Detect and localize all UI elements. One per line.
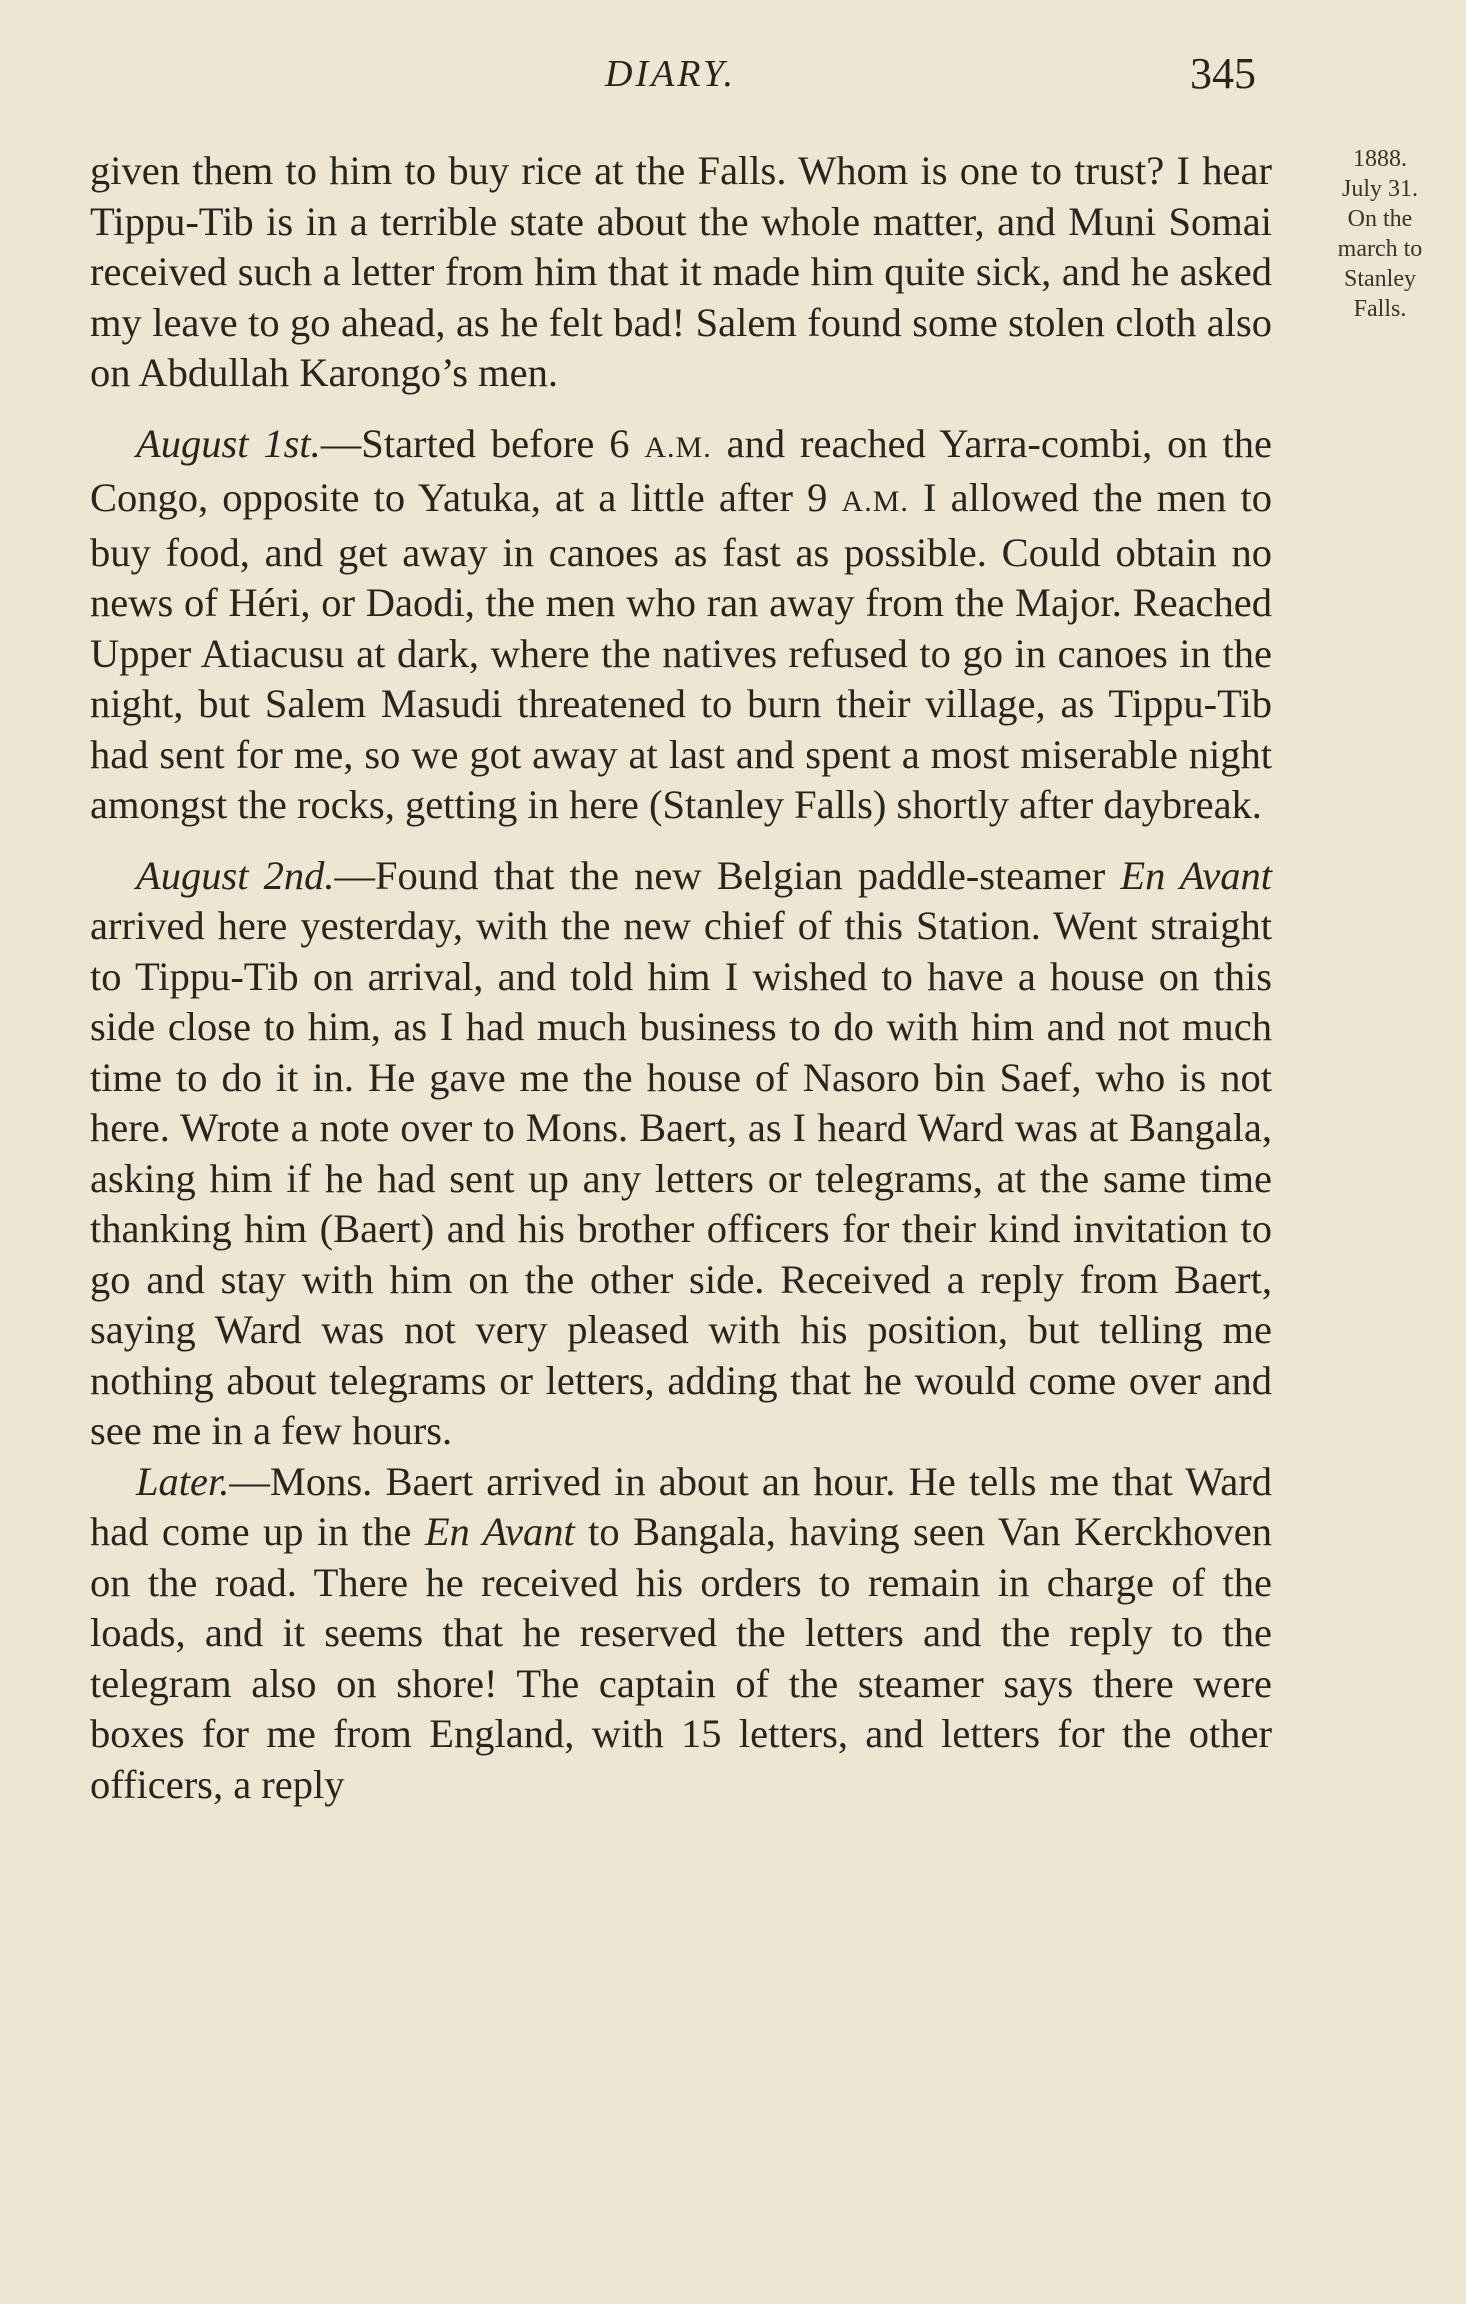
entry-date: Later.	[136, 1458, 230, 1504]
diary-entry-august-1	[90, 419, 1272, 831]
marginal-note	[1300, 144, 1460, 324]
entry-text: to Bangala, having seen Van Kerckhoven on the road. There he received his orders to remain in charge of the loads, and it seems that he reserved the letters and the reply to the telegram also on shore! The captain of the steamer says there were boxes for me from England, with 15 letters, and letters for the other officers, a reply	[90, 1509, 1272, 1807]
running-title: DIARY.	[605, 53, 736, 95]
diary-entry-later	[90, 1457, 1272, 1811]
ship-name: En Avant	[1120, 852, 1272, 898]
entry-date: August 1st.	[136, 420, 321, 466]
page-number: 345	[1190, 49, 1256, 98]
ship-name: En Avant	[424, 1509, 575, 1554]
marginal-line: march to	[1337, 236, 1423, 262]
entry-text: I allowed the men to buy food, and get away in canoes as fast as possible. Could obtain no news of Héri, or Daodi, the men who ran away from the Major. Reached Upper Atiacusu at dark, where the natives refused to go in canoes in the night, but Salem Masudi threatened to burn their village, as Tippu-Tib had sent for me, so we got away at last and spent a most miserable night amongst the rocks, getting in here (Stanley Falls) shortly after daybreak.	[90, 475, 1272, 827]
entry-text: —Found that the new Belgian paddle-steamer	[334, 852, 1121, 898]
marginal-line: Stanley	[1344, 266, 1416, 292]
entry-text: arrived here yesterday, with the new chief of this Station. Went straight to Tippu-Tib on arrival, and told him I wished to have a house on this side close to him, as I had much business to do with him and not much time to do it in. He gave me the house of Nasoro bin Saef, who is not here. Wrote a note over to Mons. Baert, as I heard Ward was at Bangala, asking him if he had sent up any letters or telegrams, at the same time thanking him (Baert) and his brother officers for their kind invitation to go and stay with him on the other side. Received a reply from Baert, saying Ward was not very pleased with his position, but telling me nothing about telegrams or letters, adding that he would come over and see me in a few hours.	[90, 903, 1272, 1453]
entry-date: August 2nd.	[136, 852, 335, 898]
entry-text: and reached Yarra-combi, on the Congo, opposite to Yatuka, at a little after 9	[90, 420, 1272, 520]
running-head	[0, 49, 1466, 112]
entry-text: —Started before 6	[320, 420, 645, 466]
time-abbrev: A.M.	[644, 430, 712, 464]
entry-text: —Mons. Baert arrived in about an hour. He tells me that Ward had come up in the	[90, 1458, 1272, 1554]
body-text	[90, 146, 1272, 1810]
marginal-date: July 31.	[1341, 176, 1418, 202]
paragraph-continued	[90, 146, 1272, 399]
diary-entry-august-2	[90, 851, 1272, 1457]
marginal-year: 1888.	[1353, 146, 1407, 172]
paragraph-text: given them to him to buy rice at the Falls. Whom is one to trust? I hear Tippu-Tib is in a terrible state about the whole matter, and Muni Somai received such a letter from him that it made him quite sick, and he asked my leave to go ahead, as he felt bad! Salem found some stolen cloth also on Abdullah Karongo’s men.	[90, 148, 1272, 395]
time-abbrev: A.M.	[841, 485, 909, 518]
marginal-line: On the	[1347, 206, 1413, 232]
marginal-line: Falls.	[1353, 296, 1407, 322]
